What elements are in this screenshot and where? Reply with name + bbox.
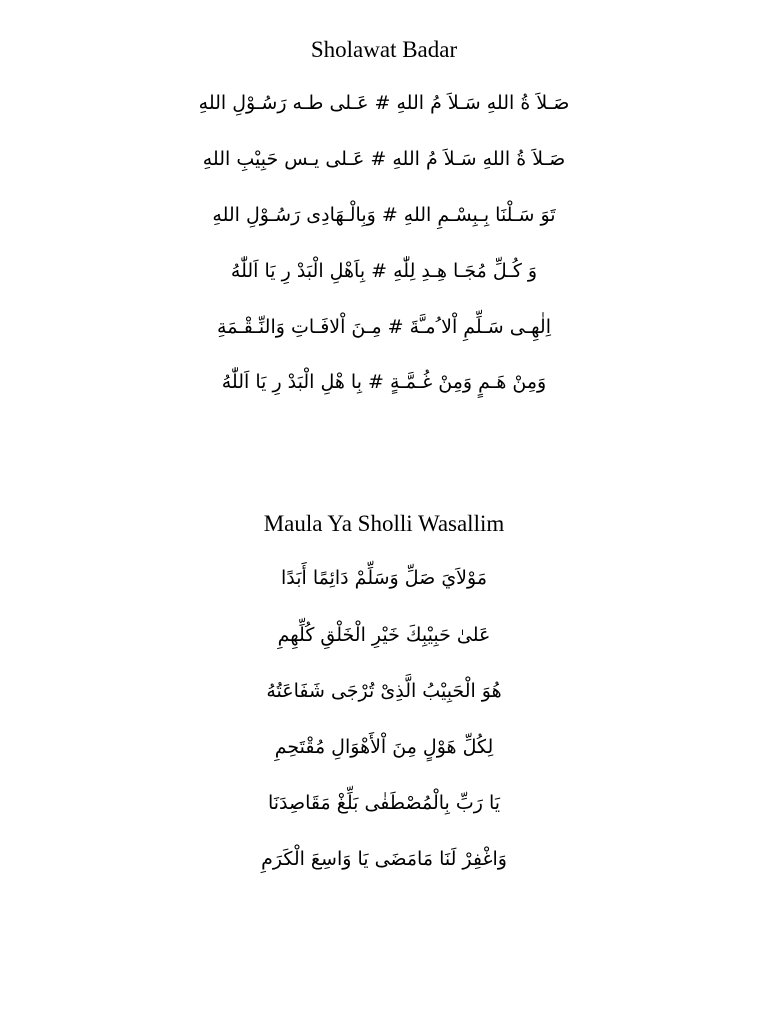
- verse-line: تَوَ سَـلْنَا بِـبِسْـمِ اللهِ # وَبِالْـهَادِى رَسُـوْلِ اللهِ: [212, 204, 556, 226]
- verse-line: صَـلاَ ةُ اللهِ سَـلاَ مُ اللهِ # عَـلى طـه رَسُـوْلِ اللهِ: [198, 92, 570, 114]
- verse-line: صَـلاَ ةُ اللهِ سَـلاَ مُ اللهِ # عَـلى يـس حَبِيْبِ اللهِ: [202, 148, 566, 170]
- verse-line: لِكُلِّ هَوْلٍ مِنَ اْلأَهْوَالِ مُقْتَحِمِ: [274, 736, 494, 758]
- verse-line: يَا رَبِّ بِالْمُصْطَفٰى بَلِّغْ مَقَاصِدَنَا: [267, 792, 501, 814]
- verse-line: هُوَ الْحَبِيْبُ الَّذِىْ تُرْجَى شَفَاعَتُهُ: [266, 680, 502, 702]
- verse-line: اِلٰهِـى سَـلِّمِ اْلا ُمـَّةَ # مِـنَ اْلافَـاتِ وَالنِّـقْـمَةِ: [217, 316, 551, 338]
- section-title-sholawat-badar: Sholawat Badar: [310, 37, 458, 62]
- verse-line: وَاغْفِرْ لَنَا مَامَضَى يَا وَاسِعَ الْكَرَمِ: [261, 848, 507, 870]
- verse-line: مَوْلاَيَ صَلِّ وَسَلِّمْ دَائِمًا أَبَدًا: [280, 567, 488, 589]
- section-title-maula-ya-sholli: Maula Ya Sholli Wasallim: [263, 511, 505, 536]
- verse-line: عَلىٰ حَبِيْبِكَ خَيْرِ الْخَلْقِ كُلِّهِمِ: [277, 624, 491, 646]
- verse-line: وَمِنْ هَـمٍ وَمِنْ غُـمَّـةٍ # بِا هْلِ الْبَدْ رِ يَا اَللّٰهُ: [221, 371, 547, 393]
- verse-line: وَ كُـلِّ مُجَـا هِـدِ لِلّٰهِ # بِاَهْلِ الْبَدْ رِ يَا اَللّٰهُ: [230, 260, 538, 282]
